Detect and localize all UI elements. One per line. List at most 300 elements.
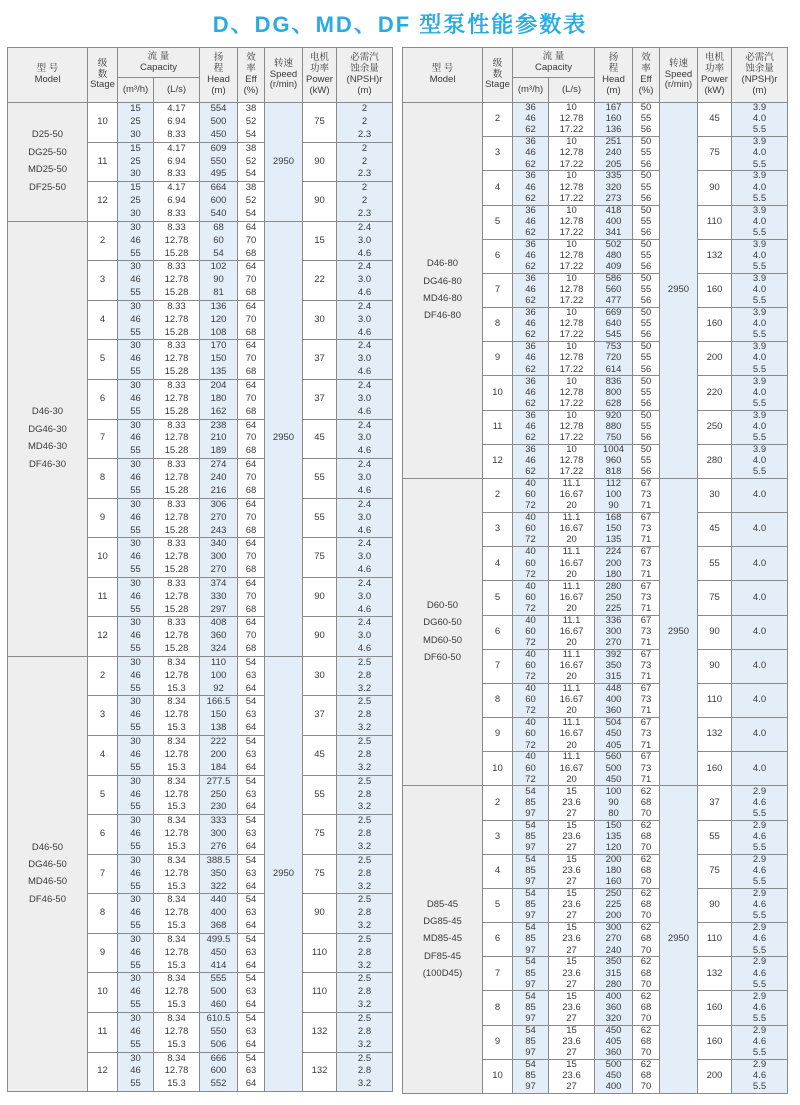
npsh-cell: 2.4 xyxy=(337,221,393,234)
eff-cell: 67 xyxy=(633,752,660,763)
capacity-m3h-cell: 46 xyxy=(118,947,154,960)
eff-cell: 56 xyxy=(633,296,660,307)
eff-cell: 62 xyxy=(633,991,660,1002)
stage-cell: 7 xyxy=(483,649,513,683)
header-line: Speed xyxy=(269,68,298,80)
npsh-cell: 2.5 xyxy=(337,1012,393,1025)
capacity-ls-cell: 12.78 xyxy=(154,472,200,485)
npsh-cell: 2.8 xyxy=(337,709,393,722)
eff-cell: 70 xyxy=(633,1014,660,1025)
capacity-ls-cell: 8.33 xyxy=(154,208,200,221)
capacity-ls-cell: 20 xyxy=(549,740,595,751)
head-cell: 540 xyxy=(200,208,238,221)
head-cell: 554 xyxy=(200,103,238,116)
stage-cell: 7 xyxy=(483,957,513,991)
npsh-cell: 4.6 xyxy=(337,525,393,538)
npsh-cell: 2.8 xyxy=(337,867,393,880)
npsh-cell: 4.6 xyxy=(337,406,393,419)
power-cell: 55 xyxy=(303,459,337,499)
pump-performance-table-right xyxy=(402,47,788,1094)
capacity-m3h-cell: 97 xyxy=(513,980,549,991)
head-cell: 920 xyxy=(595,410,633,421)
capacity-m3h-cell: 30 xyxy=(118,775,154,788)
power-cell: 75 xyxy=(698,854,732,888)
npsh-cell: 2.3 xyxy=(337,208,393,221)
npsh-cell: 2.4 xyxy=(337,538,393,551)
head-cell: 224 xyxy=(595,547,633,558)
eff-cell: 56 xyxy=(633,399,660,410)
head-cell: 664 xyxy=(200,182,238,195)
capacity-m3h-cell: 55 xyxy=(118,881,154,894)
eff-cell: 73 xyxy=(633,661,660,672)
npsh-cell: 3.2 xyxy=(337,920,393,933)
power-cell: 75 xyxy=(698,137,732,171)
capacity-ls-cell: 12.78 xyxy=(549,251,595,262)
capacity-m3h-cell: 25 xyxy=(118,195,154,208)
eff-cell: 71 xyxy=(633,535,660,546)
capacity-ls-cell: 8.33 xyxy=(154,498,200,511)
stage-cell: 9 xyxy=(483,1025,513,1059)
power-cell: 75 xyxy=(698,581,732,615)
capacity-ls-cell: 15.28 xyxy=(154,248,200,261)
eff-cell: 54 xyxy=(238,129,265,142)
capacity-m3h-cell: 55 xyxy=(118,683,154,696)
capacity-m3h-cell: 46 xyxy=(118,314,154,327)
eff-cell: 67 xyxy=(633,649,660,660)
npsh-cell: 4.0 xyxy=(732,478,788,512)
col-header-npsh xyxy=(732,48,788,103)
npsh-cell: 3.9 xyxy=(732,273,788,284)
head-cell: 280 xyxy=(595,581,633,592)
head-cell: 360 xyxy=(595,1048,633,1059)
col-header-npsh xyxy=(337,48,393,103)
npsh-cell: 4.6 xyxy=(732,866,788,877)
capacity-ls-cell: 12.78 xyxy=(154,551,200,564)
npsh-cell: 3.2 xyxy=(337,881,393,894)
capacity-ls-cell: 11.1 xyxy=(549,478,595,489)
head-cell: 400 xyxy=(595,216,633,227)
eff-cell: 50 xyxy=(633,308,660,319)
head-cell: 320 xyxy=(595,1014,633,1025)
capacity-ls-cell: 17.22 xyxy=(549,228,595,239)
npsh-cell: 4.0 xyxy=(732,456,788,467)
capacity-ls-cell: 27 xyxy=(549,877,595,888)
header-line: Stage xyxy=(485,79,510,91)
head-cell: 360 xyxy=(595,706,633,717)
head-cell: 276 xyxy=(200,841,238,854)
head-cell: 189 xyxy=(200,445,238,458)
eff-cell: 68 xyxy=(238,525,265,538)
header-line: (%) xyxy=(243,84,259,96)
head-cell: 341 xyxy=(595,228,633,239)
head-cell: 400 xyxy=(595,1082,633,1093)
head-cell: 880 xyxy=(595,421,633,432)
head-cell: 230 xyxy=(200,801,238,814)
head-cell: 92 xyxy=(200,683,238,696)
npsh-cell: 4.6 xyxy=(732,797,788,808)
capacity-m3h-cell: 62 xyxy=(513,125,549,136)
eff-cell: 73 xyxy=(633,524,660,535)
eff-cell: 71 xyxy=(633,604,660,615)
speed-cell: 2950 xyxy=(265,103,303,222)
power-cell: 90 xyxy=(303,142,337,182)
eff-cell: 70 xyxy=(633,911,660,922)
eff-cell: 68 xyxy=(633,1037,660,1048)
head-cell: 180 xyxy=(595,866,633,877)
capacity-ls-cell: 15.3 xyxy=(154,801,200,814)
head-cell: 720 xyxy=(595,353,633,364)
capacity-m3h-cell: 55 xyxy=(118,525,154,538)
capacity-ls-cell: 15.28 xyxy=(154,564,200,577)
head-cell: 545 xyxy=(595,330,633,341)
capacity-m3h-cell: 46 xyxy=(513,353,549,364)
eff-cell: 64 xyxy=(238,340,265,353)
model-cell xyxy=(8,221,88,656)
table-row xyxy=(403,478,788,489)
npsh-cell: 2.4 xyxy=(337,617,393,630)
model-label: D60-50 xyxy=(426,599,459,611)
capacity-m3h-cell: 60 xyxy=(513,592,549,603)
capacity-ls-cell: 11.1 xyxy=(549,752,595,763)
capacity-ls-cell: 27 xyxy=(549,843,595,854)
head-cell: 450 xyxy=(200,129,238,142)
head-cell: 150 xyxy=(595,820,633,831)
capacity-ls-cell: 15 xyxy=(549,923,595,934)
capacity-ls-cell: 15.3 xyxy=(154,841,200,854)
table-row xyxy=(8,103,393,116)
eff-cell: 63 xyxy=(238,907,265,920)
capacity-ls-cell: 27 xyxy=(549,809,595,820)
eff-cell: 68 xyxy=(633,1002,660,1013)
capacity-ls-cell: 6.94 xyxy=(154,116,200,129)
capacity-ls-cell: 11.1 xyxy=(549,547,595,558)
capacity-ls-cell: 8.34 xyxy=(154,696,200,709)
npsh-cell: 5.5 xyxy=(732,809,788,820)
capacity-m3h-cell: 97 xyxy=(513,1014,549,1025)
npsh-cell: 2.8 xyxy=(337,788,393,801)
capacity-m3h-cell: 46 xyxy=(118,630,154,643)
capacity-ls-cell: 12.78 xyxy=(154,393,200,406)
capacity-ls-cell: 15.28 xyxy=(154,604,200,617)
npsh-cell: 2.4 xyxy=(337,577,393,590)
capacity-ls-cell: 20 xyxy=(549,706,595,717)
capacity-m3h-cell: 54 xyxy=(513,991,549,1002)
head-cell: 506 xyxy=(200,1039,238,1052)
header-line: 必需汽 xyxy=(745,52,774,64)
npsh-cell: 4.6 xyxy=(732,900,788,911)
npsh-cell: 4.6 xyxy=(337,564,393,577)
head-cell: 204 xyxy=(200,379,238,392)
head-cell: 405 xyxy=(595,740,633,751)
capacity-m3h-cell: 62 xyxy=(513,159,549,170)
npsh-cell: 5.5 xyxy=(732,159,788,170)
npsh-cell: 4.0 xyxy=(732,718,788,752)
capacity-ls-cell: 12.78 xyxy=(154,1065,200,1078)
capacity-ls-cell: 10 xyxy=(549,308,595,319)
head-cell: 350 xyxy=(595,661,633,672)
capacity-m3h-cell: 46 xyxy=(118,828,154,841)
model-section xyxy=(8,656,393,1091)
capacity-ls-cell: 15.28 xyxy=(154,525,200,538)
npsh-cell: 4.6 xyxy=(732,1002,788,1013)
power-cell: 280 xyxy=(698,444,732,478)
header-line: 功率 xyxy=(309,63,329,75)
head-cell: 388.5 xyxy=(200,854,238,867)
capacity-m3h-cell: 30 xyxy=(118,577,154,590)
header-line: 蚀余量 xyxy=(745,63,774,75)
capacity-m3h-cell: 46 xyxy=(513,216,549,227)
capacity-m3h-cell: 36 xyxy=(513,410,549,421)
capacity-ls-cell: 16.67 xyxy=(549,626,595,637)
npsh-cell: 2.3 xyxy=(337,129,393,142)
npsh-cell: 2.5 xyxy=(337,815,393,828)
stage-cell: 9 xyxy=(483,718,513,752)
head-cell: 350 xyxy=(595,957,633,968)
head-cell: 150 xyxy=(200,709,238,722)
capacity-m3h-cell: 46 xyxy=(118,670,154,683)
capacity-m3h-cell: 30 xyxy=(118,1052,154,1065)
eff-cell: 50 xyxy=(633,342,660,353)
capacity-m3h-cell: 54 xyxy=(513,957,549,968)
eff-cell: 55 xyxy=(633,216,660,227)
capacity-m3h-cell: 85 xyxy=(513,1002,549,1013)
stage-cell: 12 xyxy=(483,444,513,478)
model-section xyxy=(403,103,788,479)
npsh-cell: 2 xyxy=(337,195,393,208)
head-cell: 502 xyxy=(595,239,633,250)
head-cell: 240 xyxy=(200,472,238,485)
capacity-ls-cell: 15 xyxy=(549,1059,595,1070)
head-cell: 274 xyxy=(200,459,238,472)
col-header-capacity-ls xyxy=(549,78,595,103)
capacity-ls-cell: 8.34 xyxy=(154,933,200,946)
capacity-ls-cell: 15 xyxy=(549,1025,595,1036)
eff-cell: 68 xyxy=(238,287,265,300)
npsh-cell: 4.0 xyxy=(732,683,788,717)
capacity-m3h-cell: 30 xyxy=(118,1012,154,1025)
eff-cell: 62 xyxy=(633,854,660,865)
power-cell: 37 xyxy=(303,379,337,419)
head-cell: 818 xyxy=(595,467,633,478)
capacity-ls-cell: 11.1 xyxy=(549,649,595,660)
header-line: 级 xyxy=(97,57,108,69)
eff-cell: 62 xyxy=(633,923,660,934)
eff-cell: 68 xyxy=(238,604,265,617)
npsh-cell: 4.0 xyxy=(732,615,788,649)
npsh-cell: 3.9 xyxy=(732,410,788,421)
header-line: (kW) xyxy=(704,84,725,96)
eff-cell: 70 xyxy=(238,393,265,406)
capacity-ls-cell: 23.6 xyxy=(549,866,595,877)
capacity-ls-cell: 10 xyxy=(549,410,595,421)
capacity-ls-cell: 8.34 xyxy=(154,1012,200,1025)
power-cell: 160 xyxy=(698,1025,732,1059)
stage-cell: 12 xyxy=(88,182,118,222)
header-line: (m) xyxy=(606,84,621,96)
capacity-ls-cell: 8.33 xyxy=(154,168,200,181)
capacity-m3h-cell: 54 xyxy=(513,854,549,865)
capacity-m3h-cell: 54 xyxy=(513,888,549,899)
capacity-ls-cell: 17.22 xyxy=(549,262,595,273)
model-cell xyxy=(8,656,88,1091)
header-line: 扬 xyxy=(213,52,224,64)
pump-performance-table-left xyxy=(7,47,393,1092)
head-cell: 112 xyxy=(595,478,633,489)
header-line: (L/s) xyxy=(562,83,581,95)
head-cell: 300 xyxy=(595,923,633,934)
model-label: D85-45 xyxy=(426,898,459,910)
eff-cell: 70 xyxy=(238,590,265,603)
capacity-m3h-cell: 72 xyxy=(513,638,549,649)
capacity-ls-cell: 8.33 xyxy=(154,261,200,274)
head-cell: 330 xyxy=(200,590,238,603)
npsh-cell: 3.2 xyxy=(337,1039,393,1052)
eff-cell: 64 xyxy=(238,999,265,1012)
head-cell: 460 xyxy=(200,999,238,1012)
capacity-m3h-cell: 55 xyxy=(118,643,154,656)
npsh-cell: 2.8 xyxy=(337,986,393,999)
head-cell: 216 xyxy=(200,485,238,498)
col-header-capacity-ls xyxy=(154,78,200,103)
capacity-m3h-cell: 97 xyxy=(513,911,549,922)
head-cell: 360 xyxy=(200,630,238,643)
eff-cell: 73 xyxy=(633,558,660,569)
eff-cell: 71 xyxy=(633,740,660,751)
eff-cell: 54 xyxy=(238,736,265,749)
stage-cell: 10 xyxy=(483,752,513,786)
stage-cell: 11 xyxy=(88,142,118,182)
capacity-m3h-cell: 62 xyxy=(513,228,549,239)
capacity-ls-cell: 11.1 xyxy=(549,581,595,592)
capacity-m3h-cell: 36 xyxy=(513,342,549,353)
model-cell xyxy=(403,786,483,1094)
capacity-m3h-cell: 36 xyxy=(513,444,549,455)
head-cell: 100 xyxy=(200,670,238,683)
model-section xyxy=(8,103,393,222)
head-cell: 750 xyxy=(595,433,633,444)
capacity-m3h-cell: 40 xyxy=(513,547,549,558)
power-cell: 75 xyxy=(303,815,337,855)
head-cell: 500 xyxy=(200,116,238,129)
stage-cell: 9 xyxy=(88,498,118,538)
capacity-ls-cell: 20 xyxy=(549,638,595,649)
capacity-m3h-cell: 46 xyxy=(118,353,154,366)
npsh-cell: 4.6 xyxy=(732,934,788,945)
capacity-m3h-cell: 97 xyxy=(513,877,549,888)
head-cell: 136 xyxy=(200,300,238,313)
stage-cell: 6 xyxy=(483,923,513,957)
capacity-ls-cell: 17.22 xyxy=(549,399,595,410)
header-line: 流 量 xyxy=(542,50,565,62)
eff-cell: 70 xyxy=(633,843,660,854)
eff-cell: 70 xyxy=(238,432,265,445)
eff-cell: 64 xyxy=(238,300,265,313)
capacity-m3h-cell: 46 xyxy=(118,907,154,920)
capacity-m3h-cell: 55 xyxy=(118,248,154,261)
head-cell: 138 xyxy=(200,722,238,735)
capacity-m3h-cell: 55 xyxy=(118,287,154,300)
speed-cell: 2950 xyxy=(660,786,698,1094)
col-header-capacity xyxy=(118,48,200,78)
power-cell: 132 xyxy=(303,1012,337,1052)
capacity-m3h-cell: 40 xyxy=(513,478,549,489)
head-cell: 409 xyxy=(595,262,633,273)
eff-cell: 68 xyxy=(238,327,265,340)
eff-cell: 38 xyxy=(238,182,265,195)
npsh-cell: 5.5 xyxy=(732,911,788,922)
eff-cell: 73 xyxy=(633,626,660,637)
capacity-m3h-cell: 15 xyxy=(118,142,154,155)
head-cell: 280 xyxy=(595,980,633,991)
eff-cell: 70 xyxy=(238,511,265,524)
capacity-m3h-cell: 85 xyxy=(513,968,549,979)
stage-cell: 2 xyxy=(88,221,118,261)
npsh-cell: 3.9 xyxy=(732,308,788,319)
power-cell: 45 xyxy=(698,513,732,547)
stage-cell: 8 xyxy=(483,683,513,717)
stage-cell: 9 xyxy=(483,342,513,376)
capacity-m3h-cell: 30 xyxy=(118,419,154,432)
capacity-ls-cell: 17.22 xyxy=(549,159,595,170)
head-cell: 225 xyxy=(595,604,633,615)
capacity-m3h-cell: 36 xyxy=(513,103,549,114)
stage-cell: 5 xyxy=(483,888,513,922)
head-cell: 160 xyxy=(595,114,633,125)
eff-cell: 50 xyxy=(633,444,660,455)
col-header-eff xyxy=(238,48,265,103)
capacity-m3h-cell: 46 xyxy=(513,456,549,467)
header-line: (kW) xyxy=(309,84,330,96)
eff-cell: 56 xyxy=(633,330,660,341)
head-cell: 270 xyxy=(200,564,238,577)
npsh-cell: 4.6 xyxy=(337,366,393,379)
eff-cell: 70 xyxy=(633,809,660,820)
eff-cell: 63 xyxy=(238,947,265,960)
power-cell: 37 xyxy=(303,696,337,736)
capacity-m3h-cell: 85 xyxy=(513,1071,549,1082)
capacity-ls-cell: 23.6 xyxy=(549,1071,595,1082)
npsh-cell: 2.9 xyxy=(732,991,788,1002)
capacity-ls-cell: 27 xyxy=(549,1082,595,1093)
npsh-cell: 4.6 xyxy=(337,643,393,656)
eff-cell: 63 xyxy=(238,828,265,841)
model-label: MD46-50 xyxy=(27,876,68,888)
stage-cell: 8 xyxy=(88,894,118,934)
capacity-ls-cell: 16.67 xyxy=(549,592,595,603)
capacity-m3h-cell: 60 xyxy=(513,524,549,535)
model-label: DG46-50 xyxy=(28,859,67,871)
head-cell: 1004 xyxy=(595,444,633,455)
capacity-m3h-cell: 46 xyxy=(118,709,154,722)
capacity-ls-cell: 12.78 xyxy=(154,709,200,722)
power-cell: 110 xyxy=(698,683,732,717)
eff-cell: 64 xyxy=(238,577,265,590)
eff-cell: 68 xyxy=(238,248,265,261)
capacity-ls-cell: 15.28 xyxy=(154,327,200,340)
head-cell: 400 xyxy=(595,695,633,706)
eff-cell: 56 xyxy=(633,194,660,205)
header-line: 率 xyxy=(246,63,256,75)
eff-cell: 71 xyxy=(633,706,660,717)
capacity-m3h-cell: 60 xyxy=(513,626,549,637)
capacity-m3h-cell: 97 xyxy=(513,1082,549,1093)
power-cell: 45 xyxy=(698,103,732,137)
npsh-cell: 5.5 xyxy=(732,945,788,956)
capacity-ls-cell: 15 xyxy=(549,957,595,968)
stage-cell: 6 xyxy=(483,615,513,649)
capacity-m3h-cell: 60 xyxy=(513,695,549,706)
npsh-cell: 2.4 xyxy=(337,379,393,392)
